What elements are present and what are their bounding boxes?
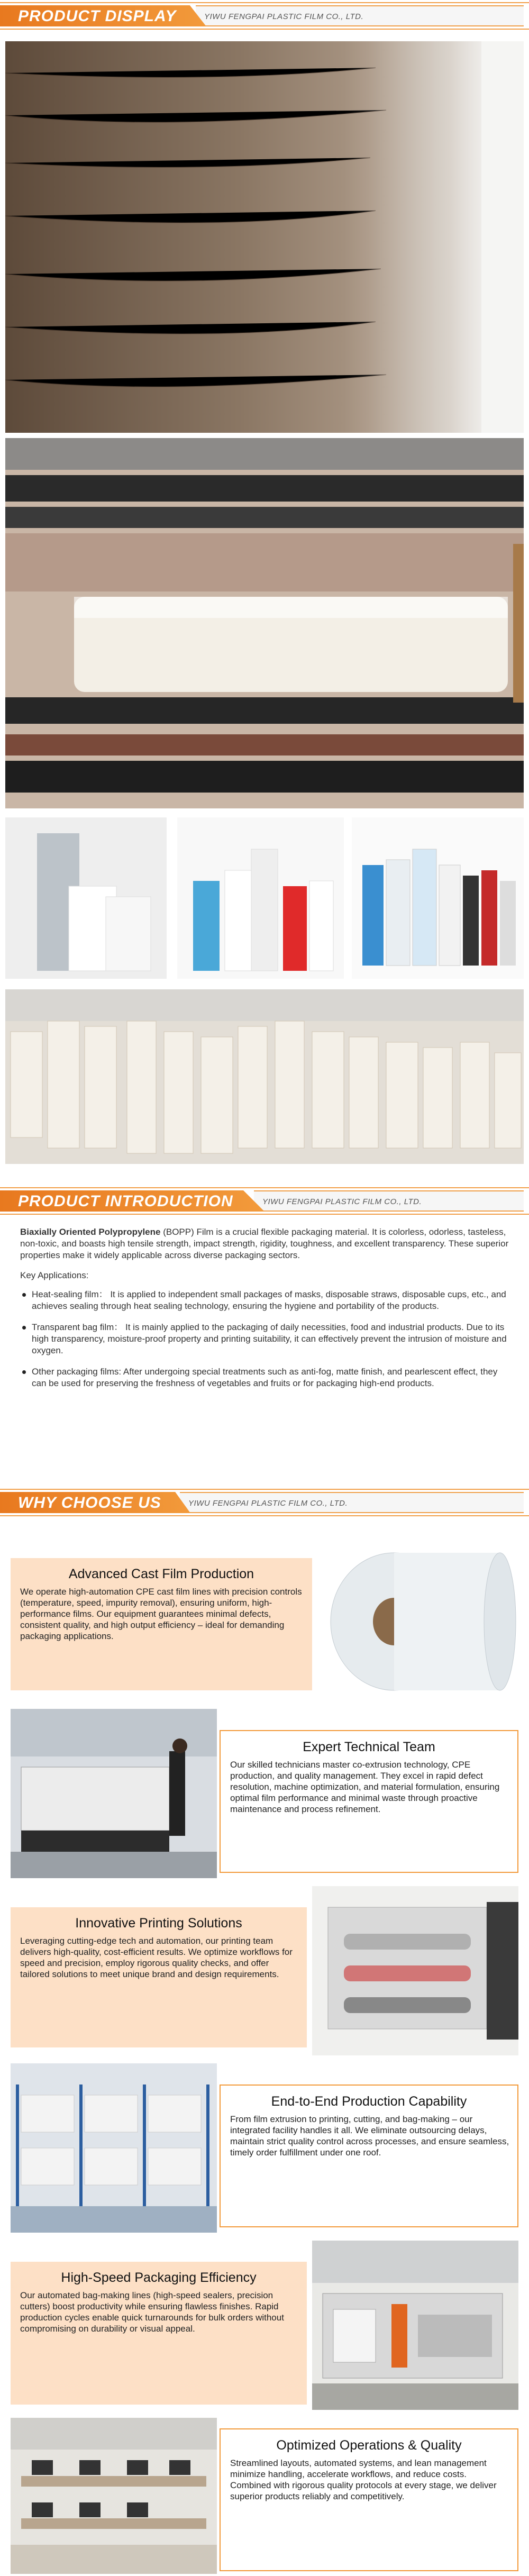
feature-title: Expert Technical Team <box>303 1740 435 1754</box>
feature-operations <box>11 2418 518 2576</box>
feature-title: Advanced Cast Film Production <box>68 1567 254 1581</box>
bag-making-line-photo <box>312 2241 518 2410</box>
warehouse-racks-photo <box>11 2063 217 2233</box>
product-introduction-text <box>20 1226 512 1389</box>
intro-paragraph: Biaxially Oriented Polypropylene (BOPP) Film is a crucial flexible packaging material. It is colorless, odorless, tasteless, non-toxic, and boasts high tensile strength, impact strength, rigidity, toughness, and excellent transparency. These superior properties make it widely applicable across diverse packaging sectors. <box>20 1227 509 1260</box>
feature-technical-team <box>11 1709 518 1878</box>
feature-description: Our automated bag-making lines (high-speed sealers, precision cutters) boost productivity while ensuring flawless finishes. Rapid production cycles enable quick turnarounds for bulk orders without compromising on durability or visual appeal. <box>20 2290 284 2334</box>
feature-printing <box>11 1886 518 2055</box>
application-item: Other packaging films: After undergoing special treatments such as anti-fog, matte finish, and pearlescent effect, they can be used for preserving the freshness of vegetables and fruits or for packaging high-end products. <box>20 1366 512 1389</box>
product-display-banner <box>0 0 529 31</box>
company-name: YIWU FENGPAI PLASTIC FILM CO., LTD. <box>188 1499 348 1508</box>
application-item: Transparent bag film： It is mainly applied to the packaging of daily necessities, food and industrial products. Due to its high transparency, moisture-proof property and printing suitability, it can effectively prevent the intrusion of moisture and oxygen. <box>20 1322 512 1357</box>
product-introduction-banner <box>0 1185 529 1216</box>
feature-description: Streamlined layouts, automated systems, and lean management minimize handling, accelerate workflows, and reduce costs. Combined with rigorous quality protocols at every stage, we deliver superior products reliably and competitively. <box>230 2458 497 2501</box>
film-roll-closeup-photo <box>5 41 524 433</box>
feature-title: Innovative Printing Solutions <box>75 1916 242 1931</box>
why-choose-us-banner <box>0 1487 529 1517</box>
film-roll-photo <box>315 1532 518 1701</box>
feature-title: Optimized Operations & Quality <box>276 2438 462 2453</box>
section-title: WHY CHOOSE US <box>18 1494 161 1512</box>
feature-description: Our skilled technicians master co-extrusion technology, CPE production, and quality management. They excel in rapid defect resolution, machine optimization, and material formulation, ensuring optimal film performance and minimal waste through proactive maintenance and process refinement. <box>230 1760 500 1814</box>
office-photo <box>11 2418 217 2574</box>
feature-packaging <box>11 2241 518 2410</box>
company-name: YIWU FENGPAI PLASTIC FILM CO., LTD. <box>262 1197 422 1206</box>
section-title: PRODUCT DISPLAY <box>18 7 177 25</box>
feature-end-to-end <box>11 2063 518 2233</box>
key-applications-label: Key Applications: <box>20 1270 89 1280</box>
application-item: Heat-sealing film： It is applied to independent small packages of masks, disposable straws, disposable cups, etc., and achieves sealing through heat sealing technology, ensuring the hygiene and portability of the products. <box>20 1289 512 1312</box>
printed-rolls-photo <box>352 817 524 979</box>
feature-cast-film <box>11 1532 518 1701</box>
printing-machine-photo <box>11 1709 217 1878</box>
white-rolls-photo <box>5 817 167 979</box>
feature-description: Leveraging cutting-edge tech and automation, our printing team delivers high-quality, cost-efficient results. We optimize workflows for speed and precision, employ rigorous quality checks, and offer tailored solutions to meet unique brand and design requirements. <box>20 1936 293 1979</box>
section-title: PRODUCT INTRODUCTION <box>18 1193 233 1210</box>
feature-title: End-to-End Production Capability <box>271 2094 467 2109</box>
machine-rollers-photo <box>5 438 524 808</box>
printing-press-photo <box>312 1886 518 2055</box>
company-name: YIWU FENGPAI PLASTIC FILM CO., LTD. <box>204 12 364 21</box>
colored-rolls-photo <box>177 817 344 979</box>
warehouse-rolls-photo <box>5 989 524 1164</box>
feature-description: We operate high-automation CPE cast film lines with precision controls (temperature, speed, impurity removal), ensuring uniform, high-performance films. Our equipment guarantees minimal defects, consistent quality, and high output efficiency – ideal for demanding packaging applications. <box>20 1587 302 1641</box>
feature-title: High-Speed Packaging Efficiency <box>61 2270 257 2285</box>
feature-description: From film extrusion to printing, cutting, and bag-making – our integrated facility handles it all. We eliminate outsourcing delays, maintain strict quality control across processes, and ensure seamless, timely order fulfillment under one roof. <box>230 2114 509 2158</box>
